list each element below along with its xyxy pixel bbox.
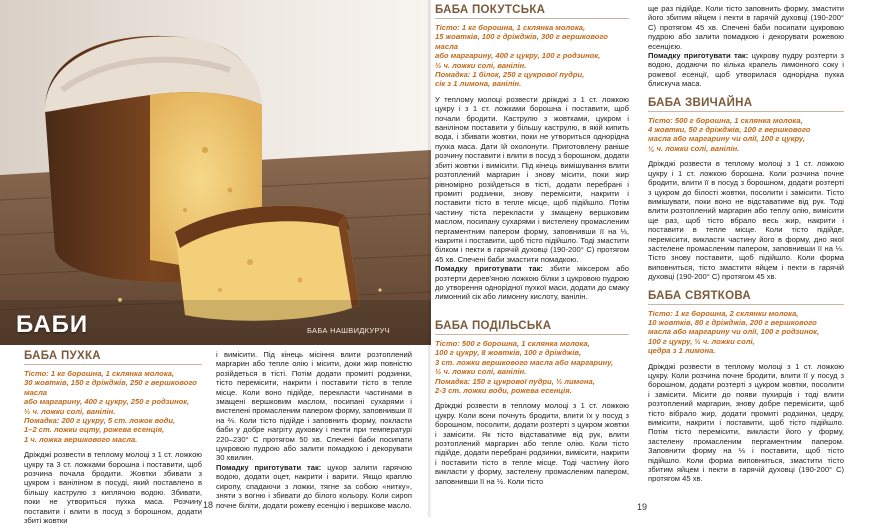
ingredient-line: ½ ч. ложки солі, ванілін. xyxy=(24,406,116,416)
ingredient-line: масла або маргарину чи олії, 100 г родзинок, xyxy=(648,327,820,337)
ingredient-line: цедра з 1 лимона. xyxy=(648,346,716,356)
ingredients xyxy=(648,309,844,356)
ingredient-line: 30 жовтків, 150 г дріжджів, 250 г вершкового масла xyxy=(24,378,197,397)
recipe-text: Дріжджі розвести в теплому молоці з 1 ст. ложкою цукру і 1 ст. ложкою борошна. Коли розчина почне бродити, влити її в посуд з борошном, додати розтерті з цукром до білості жовтки, посолити і замісити. Тісто вимішувати, поки воно не відставатиме від рук. Тоді влити розтоплений маргарин або теплу олію, вимісити ще раз, щоб тісто вбрало весь жир, накрити і поставити в тепле місце. Коли тісто підійде, перемісити, викласти частину його в форму, дно якої застелене промасленим папером, заповнивши її на ⅓. Тісто знову поставити, щоб підійшло. Коли форма виповниться, тісто змастити яйцем і пекти в гарячій духовці (190-200° С) протягом 45 хв. xyxy=(648,159,844,282)
ingredient-line: 3 ст. ложки вершкового масла або маргарину, xyxy=(435,357,614,367)
glaze-label: Помадку приготувати так: xyxy=(648,51,749,61)
glaze-label: Помадку приготувати так: xyxy=(435,264,543,274)
ingredients xyxy=(435,339,629,395)
ingredient-line: 15 жовтків, 100 г дріжджів, 300 г вершкового масла xyxy=(435,32,608,51)
ingredient-line: сік з 1 лимона, ванілін. xyxy=(435,79,522,89)
recipe-text: ще раз підійде. Коли тісто заповнить форму, змастити його збитим яйцем і пекти в гарячій духовці (190-200° С) протягом 45 хв. Спечені баби посипати цукровою пудрою або залити помадкою і декорувати рожевою есенцією. xyxy=(648,4,844,51)
recipe-title: БАБА ПОКУТСЬКА xyxy=(435,4,629,19)
recipe-title: БАБА ПУХКА xyxy=(24,350,202,365)
ingredient-line: 1 ч. ложка вершкового масла. xyxy=(24,434,138,444)
glaze-text: цукрову пудру розтерти з водою, додаючи по кілька крапель лимонного соку і рожевої есенції, щоб утворилася однорідна пухка блискуча маса. xyxy=(648,51,844,89)
left-page xyxy=(0,0,431,526)
page-number: 18 xyxy=(203,500,214,510)
right-column xyxy=(648,4,844,484)
ingredient-line: ½ ч. ложки солі, ванілін. xyxy=(435,367,527,377)
bread-image xyxy=(0,0,431,345)
recipe-pukhka-cont xyxy=(216,350,412,510)
ingredient-line: Тісто: 1 кг борошна, 1 склянка молока, xyxy=(435,23,586,32)
recipe-title: БАБА ПОДІЛЬСЬКА xyxy=(435,320,629,335)
ingredient-line: 10 жовтків, 80 г дріжджів, 200 г вершкового xyxy=(648,317,817,327)
ingredient-line: Помадка: 1 білок, 250 г цукрової пудри, xyxy=(435,70,585,80)
ingredient-line: або маргарину, 400 г цукру, 250 г родзинок, xyxy=(24,397,190,407)
recipe-text: Дріжджі розвести в теплому молоці з 1 ст. ложкою цукру та 3 ст. ложками борошна і поставити, щоб розчина почала бродити. Жовтки збивати з цукром і ваніліном в посуді, який поставлено в більшу каструлю з киплячою водою. Збивати, поки не утвориться пухка маса. Розчину поставити і влити в посуд з борошном, додати збиті жовтки xyxy=(24,450,202,526)
ingredient-line: масла або маргарину чи олії, 100 г цукру, xyxy=(648,134,805,144)
section-title: БАБИ xyxy=(16,311,89,338)
recipe-text: Дріжджі розвести в теплому молоці з 1 ст. ложкою цукру. Коли розчина почне бродити, влити її у посуд з борошном, додати розтерті з цукром жовтки, посолити і замісити. Місити до появи пухирців і тоді влити розтоплений маргарин, знову добре перемісити, щоб тісто вібрало жир, додати промиті родзинки, цедру, вимісити, накрити і поставити, щоб тісто підійшло. Потім тісто перемісити, викласти його у форму, застелену промасленим пергаментним папером. Заповнити форму на ⅓ і поставити, щоб тісто підійшло. Коли форма виповниться, змастити тісто збитим яйцем і пекти в гарячій духовці (190-200° С) протягом 45 хв. xyxy=(648,361,844,484)
glaze-paragraph xyxy=(648,51,844,89)
recipe-title: БАБА СВЯТКОВА xyxy=(648,290,844,305)
ingredients xyxy=(435,23,629,89)
glaze-paragraph xyxy=(435,264,629,302)
ingredient-line: Помадка: 200 г цукру, 5 ст. ложок води, xyxy=(24,416,176,426)
recipe-title: БАБА ЗВИЧАЙНА xyxy=(648,97,844,112)
photo-caption: БАБА НАШВИДКУРУЧ xyxy=(307,326,390,335)
ingredient-line: Тісто: 500 г борошна, 1 склянка молока, xyxy=(648,115,803,125)
ingredient-line: 100 г цукру, ½ ч. ложки солі, xyxy=(648,336,755,346)
ingredient-line: Тісто: 1 кг борошна, 2 склянки молока, xyxy=(648,308,799,318)
ingredient-line: 2-3 ст. ложки води, рожева есенція. xyxy=(435,386,572,396)
ingredients xyxy=(24,369,202,444)
right-page xyxy=(431,0,870,517)
recipe-pukhka xyxy=(24,350,202,526)
glaze-text: цукор залити гарячою водою, додати оцет, накрити і варити. Якщо краплю сиропу, спадаючи з ложки, тягне за собою «нитку», зняти з вогню і збивати до білого кольору. Коли сироп почне біліти, додати рожеву есенцію і вершкове масло. xyxy=(216,462,412,510)
glaze-text: збити міксером або розтерти дерев'яною ложкою білки з цукровою пудрою до утворення однорідної пухкої маси, додати до смаку лимонний сік або лимонну кислоту, ванілін. xyxy=(435,264,629,302)
bread-photo xyxy=(0,0,431,345)
ingredient-line: 100 г цукру, 8 жовтків, 100 г дріжджів, xyxy=(435,348,582,358)
ingredients xyxy=(648,116,844,154)
ingredient-line: або маргарину, 400 г цукру, 100 г родзинок, xyxy=(435,51,601,61)
ingredient-line: ½ ч. ложки солі, ванілін. xyxy=(435,60,527,70)
recipe-podilska xyxy=(435,320,629,486)
ingredient-line: Помадка: 150 г цукрової пудри, ½ лимона, xyxy=(435,376,595,386)
recipe-text: і вимісити. Під кінець місіння влити розтоплений маргарин або тепле олію і місити, доки жир повністю розійдеться в тісті. Потім додати промиті родзинки, тісто перемісити, накрити і поставити тісто в тепле місце. Коли воно підійде, перекласти частинами в змащені вершковим маслом, посипані сухарями і вистелені промасленим папером форму, заповнивши її на ⅔. Коли тісто підійде і заповнить форму, покласти баби у добре нагріту духовку і пекти при температурі 220–230° С протягом 50 хв. Спечені баби посипати цукровою пудрою або залити помадкою і декорувати 30 хвилин. xyxy=(216,350,412,463)
ingredient-line: ¼ ч. ложки солі, ванілін. xyxy=(648,143,740,153)
page-number: 19 xyxy=(637,502,648,512)
glaze-paragraph xyxy=(216,463,412,510)
recipe-text: Дріжджі розвести в теплому молоці з 1 ст. ложкою цукру. Коли вони почнуть бродити, влити їх у посуд з борошном, посолити, додати розтерті з цукром жовтки і замісити. Як тісто відставатиме від рук, влити розтоплений маргарин або тепле олію. Коли тісто підійде, додати перебрані родзинки, вимісити, накрити і поставити тісто в тепле місце. Тоді частину його викласти у форму, застелену промасленим папером, заповнивши її на ½. Коли тісто xyxy=(435,401,629,486)
recipe-pokutska xyxy=(435,4,629,302)
ingredient-line: Тісто: 500 г борошна, 1 склянка молока, xyxy=(435,339,590,348)
ingredient-line: Тісто: 1 кг борошна, 1 склянка молока, xyxy=(24,369,175,378)
ingredient-line: 1–2 ст. ложки оцту, рожева есенція, xyxy=(24,425,165,435)
ingredient-line: 4 жовтки, 50 г дріжджів, 100 г вершкового xyxy=(648,125,811,135)
glaze-label: Помадку приготувати так: xyxy=(216,462,322,472)
recipe-text: У теплому молоці розвести дріжджі з 1 ст. ложкою цукру і з 1 ст. ложками борошна і поставити, щоб почали бродити. Каструлю з жовтками, цукром і ваніліном поставити у більшу каструлю, в якій кипить вода, і збивати жовтки, поки не утвориться однорідна пухка маса. Дати їй охолонути. Приготовлену раніше розчину поставити і влити в посуд з борошном, додати збиті жовтки і вимісити. Під кінець вимішування влити розтоплений маргарин і знову місити, поки жир рівномірно розійдеться в тісті, додати перебрані і промиті родзинки, знову перемісити, накрити і поставити тісто в тепле місце, щоб підійшло. Потім частину тіста перекласти у змащену вершковим маслом, посипану сухарями і вистелену промасленим пергаментним папером форму, заповнивши її на ⅓, накрити і поставити, щоб тісто підійшло. Тоді змастити білком і пекти в гарячій духовці (190-200° С) протягом 45 хв. Спечені баби змастити помадкою. xyxy=(435,94,629,264)
